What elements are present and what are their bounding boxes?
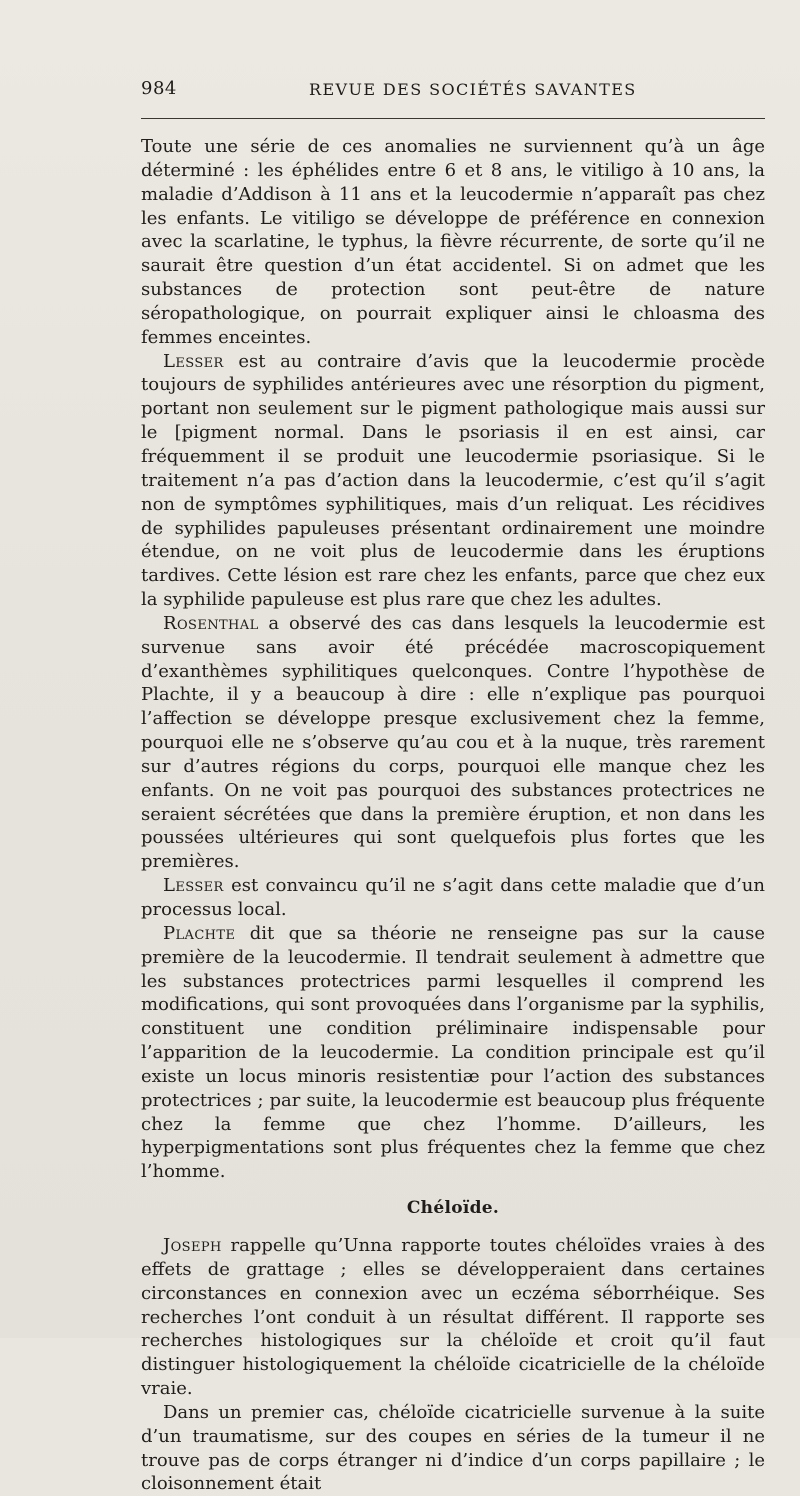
author-joseph: Joseph: [163, 1234, 222, 1256]
header-rule: [141, 118, 765, 119]
paragraph-text: dit que sa théorie ne renseigne pas sur la cause première de la leucodermie. Il tendrait seulement à admettre que les substances protectrices parmi lesquelles il comprend les modifications, qui sont provoquées dans l’organisme par la syphilis, constituent une condition préliminaire indispensable pour l’apparition de la leucodermie. La condition principale est qu’il existe un locus minoris resistentiæ pour l’action des substances protectrices ; par suite, la leucodermie est beaucoup plus fréquente chez la femme que chez l’homme. D’ailleurs, les hyperpigmentations sont plus fréquentes chez la femme que chez l’homme.: [141, 922, 765, 1183]
paragraph-text: est au contraire d’avis que la leucodermie procède toujours de syphilides antérieures avec une résorption du pigment, portant non seulement sur le pigment pathologique mais aussi sur le [pigment normal. Dans le psoriasis il en est ainsi, car fréquemment il se produit une leucodermie psoriasique. Si le traitement n’a pas d’action dans la leucodermie, c’est qu’il s’agit non de symptômes syphilitiques, mais d’un reliquat. Les récidives de syphilides papuleuses présentant ordinairement une moindre étendue, on ne voit plus de leucodermie dans les éruptions tardives. Cette lésion est rare chez les enfants, parce que chez eux la syphilide papuleuse est plus rare que chez les adultes.: [141, 350, 765, 611]
paragraph-lesser-opinion: [141, 350, 765, 612]
paragraph-first-case: Dans un premier cas, chéloïde cicatricielle survenue à la suite d’un traumatisme, sur des coupes en séries de la tumeur il ne trouve pas de corps étranger ni d’indice d’un corps papillaire ; le cloisonnement était: [141, 1401, 765, 1495]
paragraph-text: est convaincu qu’il ne s’agit dans cette maladie que d’un processus local.: [141, 875, 765, 920]
paragraph-lesser-conviction: [141, 874, 765, 922]
paragraph-text: a observé des cas dans lesquels la leucodermie est survenue sans avoir été précédée macroscopiquement d’exanthèmes syphilitiques quelconques. Contre l’hypothèse de Plachte, il y a beaucoup à dire : elle n’explique pas pourquoi l’affection se développe presque exclusivement chez la femme, pourquoi elle ne s’observe qu’au cou et à la nuque, très rarement sur d’autres régions du corps, pourquoi elle manque chez les enfants. On ne voit pas pourquoi des substances protectrices ne seraient sécrétées que dans la première éruption, et non dans les poussées ultérieures qui sont quelquefois plus fortes que les premières.: [141, 612, 765, 873]
paragraph-anomalies: Toute une série de ces anomalies ne surviennent qu’à un âge déterminé : les éphélides entre 6 et 8 ans, le vitiligo à 10 ans, la maladie d’Addison à 11 ans et la leucodermie n’apparaît pas chez les enfants. Le vitiligo se développe de préférence en connexion avec la scarlatine, le typhus, la fièvre récurrente, de sorte qu’il ne saurait être question d’un état accidentel. Si on admet que les substances de protection sont peut-être de nature séropathologique, on pourrait expliquer ainsi le chloasma des femmes enceintes.: [141, 136, 765, 348]
section-heading-cheloide: Chéloïde.: [406, 1198, 500, 1219]
author-lesser: Lesser: [163, 350, 224, 372]
page-header: [141, 78, 763, 108]
author-rosenthal: Rosenthal: [163, 612, 259, 634]
author-lesser-2: Lesser: [163, 875, 224, 897]
section-spacer: [141, 1184, 765, 1197]
running-title: REVUE DES SOCIÉTÉS SAVANTES: [309, 80, 637, 99]
paragraph-plachte: [141, 922, 765, 1184]
paragraph-text: rappelle qu’Unna rapporte toutes chéloïdes vraies à des effets de grattage ; elles se développeraient dans certaines circonstances en connexion avec un eczéma séborrhéique. Ses recherches l’ont conduit à un résultat différent. Il rapporte ses recherches histologiques sur la chéloïde et croit qu’il faut distinguer histologiquement la chéloïde cicatricielle de la chéloïde vraie.: [141, 1234, 765, 1400]
paragraph-joseph: [141, 1234, 765, 1401]
article-body: [141, 135, 765, 1496]
paragraph-rosenthal: [141, 612, 765, 874]
section-spacer-after: [141, 1221, 765, 1234]
page-number: 984: [141, 78, 177, 99]
author-plachte: Plachte: [163, 922, 236, 944]
